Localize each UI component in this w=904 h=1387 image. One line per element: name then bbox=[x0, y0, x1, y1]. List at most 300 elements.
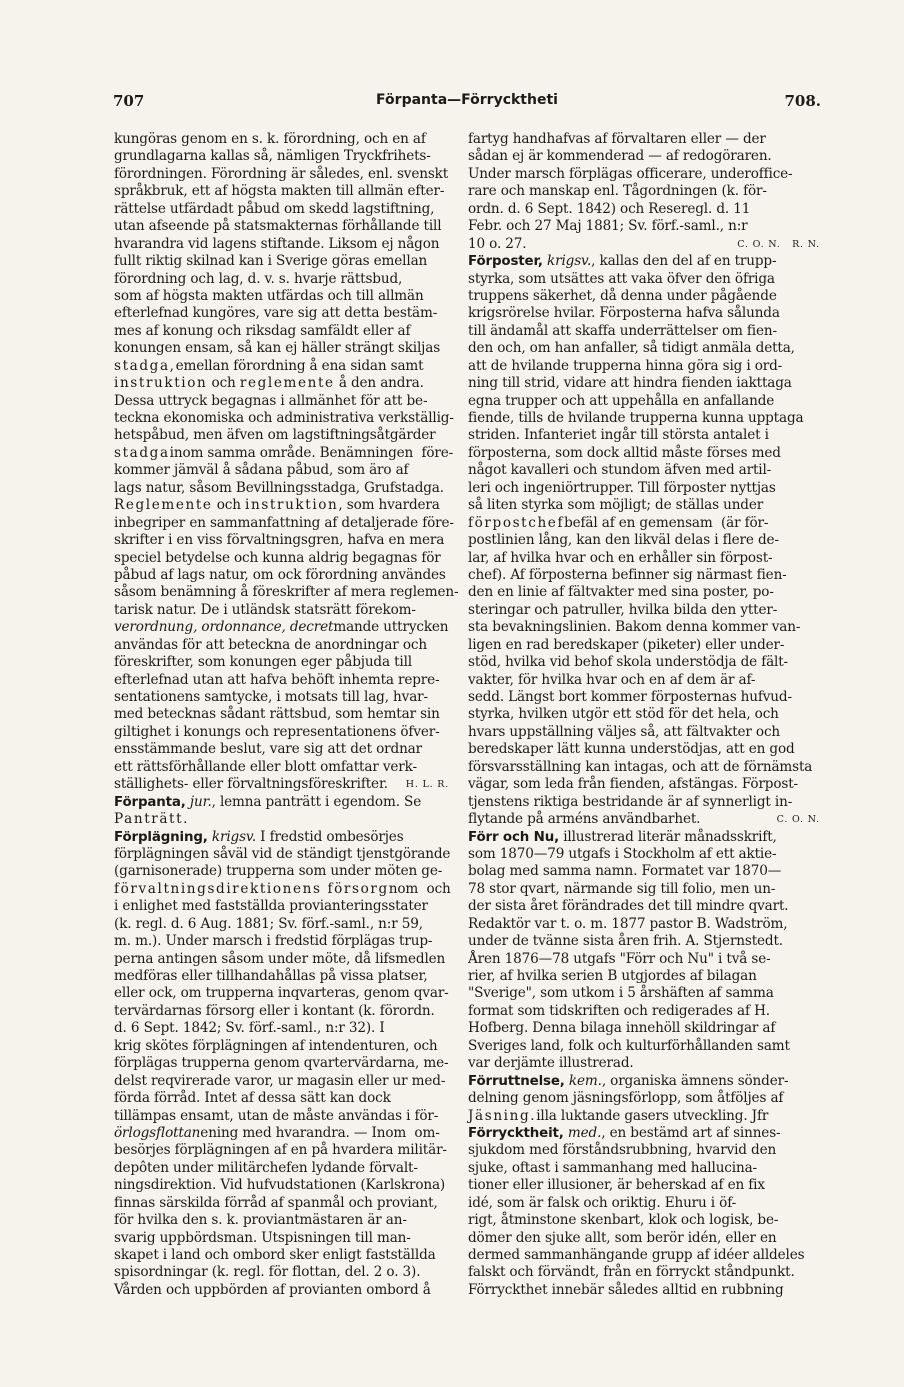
text-line bbox=[114, 1020, 449, 1037]
text: språkbruk, ett af högsta makten till allmän efter- bbox=[114, 183, 445, 200]
text: försvarsställning kan intagas, och att de förnämsta bbox=[468, 758, 813, 775]
text-line bbox=[114, 1108, 449, 1125]
text-line bbox=[468, 672, 820, 689]
text: hvarandra vid lagens stiftande. Liksom ej någon bbox=[114, 235, 440, 252]
running-title: Förpanta—Förrycktheti bbox=[376, 92, 558, 108]
text: der sista året förändrades det till mindre qvart. bbox=[468, 898, 789, 915]
text: styrka, som utsättes att vaka öfver den öfriga bbox=[468, 270, 775, 287]
text: förplägningen såväl vid de ständigt tjenstgörande bbox=[114, 845, 451, 862]
text-line bbox=[114, 1264, 449, 1281]
text-line bbox=[468, 1055, 820, 1072]
headword: Förr och Nu, bbox=[468, 829, 560, 845]
text: rare och manskap enl. Tågordningen (k. för- bbox=[468, 183, 767, 200]
text: mande uttrycken bbox=[333, 619, 453, 636]
text-line bbox=[468, 619, 820, 636]
text: något kavalleri och stundom äfven med artil- bbox=[468, 462, 772, 479]
text-line bbox=[114, 514, 454, 532]
text-line bbox=[114, 1247, 449, 1264]
text: (är för- bbox=[716, 514, 769, 531]
text-line bbox=[114, 706, 449, 723]
spaced-term: Reglemente bbox=[114, 497, 213, 514]
spaced-term: reglemente bbox=[239, 375, 335, 392]
text-line bbox=[114, 898, 449, 915]
text: emellan förordning å ena sidan samt bbox=[175, 357, 428, 374]
text: den och, om han anfaller, så tidigt anmäla detta, bbox=[468, 340, 795, 357]
text-line bbox=[468, 1125, 820, 1142]
text: idé, som är falsk och oriktig. Ehuru i öf- bbox=[468, 1194, 737, 1211]
text: utan afseende på statsmakternas förhållande till bbox=[114, 218, 442, 235]
text: m. m.). Under marsch i fredstid förplägas trup- bbox=[114, 933, 433, 950]
text: att de hvilande trupperna hinna göra sig i ord- bbox=[468, 357, 783, 374]
text-line bbox=[114, 288, 449, 305]
spaced-term: Panträtt. bbox=[114, 811, 190, 828]
headword: Förruttnelse, bbox=[468, 1073, 565, 1089]
text-line bbox=[114, 480, 449, 497]
text: dermed sammanhängande grupp af idéer alldeles bbox=[468, 1247, 805, 1263]
text: postlinien lång, kan den likväl delas i flere de- bbox=[468, 532, 779, 549]
text-line bbox=[468, 323, 820, 340]
text: användas för att beteckna de anordningar och bbox=[114, 636, 427, 653]
text: mes af konung och riksdag samfäldt eller af bbox=[114, 322, 411, 339]
text-line bbox=[468, 1230, 820, 1247]
text: leri och ingeniörtrupper. Till förposter nyttjas bbox=[468, 479, 776, 496]
text: beredskaper lätt kunna understödjas, att en god bbox=[468, 741, 795, 758]
text: med betecknas sådant rättsbud, som hemtar sin bbox=[114, 706, 440, 723]
text: fartyg handhafvas af förvaltaren eller — der bbox=[468, 131, 766, 147]
text-line bbox=[114, 166, 449, 183]
text-line bbox=[114, 131, 449, 148]
text-line bbox=[468, 898, 820, 915]
text-line bbox=[114, 933, 449, 950]
spaced-term: förpostchef bbox=[468, 514, 565, 531]
text: Dessa uttryck begagnas i allmänhet för att be- bbox=[114, 392, 428, 409]
text: (k. regl. d. 6 Aug. 1881; Sv. förf.-saml., n:r 59, bbox=[114, 915, 423, 932]
text: sta bevakningslinien. Bakom denna kommer van- bbox=[468, 619, 801, 636]
text-line bbox=[468, 881, 820, 898]
text: , som hvardera bbox=[338, 497, 440, 514]
text-line bbox=[468, 968, 820, 985]
text: inom samma område. Benämningen bbox=[169, 444, 418, 461]
text-line bbox=[114, 1142, 449, 1159]
text-line bbox=[468, 375, 820, 392]
text: hetspåbud, men äfven om lagstiftningsåtgärder bbox=[114, 427, 436, 444]
text-line bbox=[114, 759, 449, 776]
italic-term: krigsv. bbox=[207, 828, 257, 845]
text-line bbox=[468, 933, 820, 950]
text-line bbox=[114, 672, 449, 689]
text-line bbox=[114, 444, 454, 462]
text-line bbox=[468, 358, 820, 375]
text: tarisk natur. De i utländsk statsrätt förekom- bbox=[114, 601, 416, 618]
text: "Sverige", som utkom i 5 årshäften af samma bbox=[468, 985, 774, 1002]
text-line bbox=[468, 1142, 820, 1159]
text: fullt riktig skilnad kan i Sverige göras emellan bbox=[114, 253, 428, 270]
text-line bbox=[114, 829, 449, 846]
text-line bbox=[468, 985, 820, 1002]
text: giltighet i konungs och representationens öfver- bbox=[114, 723, 440, 740]
text: tjenstens riktiga bestridande är af synnerligt in- bbox=[468, 793, 793, 810]
text-line bbox=[468, 201, 820, 218]
text-line bbox=[468, 1247, 820, 1264]
text: eller ock, om trupperna inqvarteras, genom qvar- bbox=[114, 985, 449, 1002]
text-line bbox=[468, 497, 820, 514]
text-line bbox=[468, 951, 820, 968]
text-line bbox=[468, 1020, 820, 1037]
text: steringar och patruller, hvilka bilda den ytter- bbox=[468, 601, 778, 618]
text-line bbox=[114, 724, 449, 741]
text-line bbox=[468, 811, 820, 828]
text-line bbox=[114, 340, 449, 357]
text-line bbox=[468, 410, 820, 427]
text: sedd. Längst bort kommer förposternas hufvud- bbox=[468, 689, 792, 705]
text-line bbox=[468, 1038, 820, 1055]
text: Sveriges land, folk och kulturförhållanden samt bbox=[468, 1037, 790, 1054]
text-line bbox=[468, 637, 820, 654]
text-line bbox=[114, 497, 449, 514]
text: egna trupper och att uppehålla en anfallande bbox=[468, 392, 775, 409]
text-line bbox=[114, 619, 453, 636]
text-line bbox=[468, 689, 820, 706]
text-line bbox=[468, 1073, 820, 1090]
text: påbud af lags natur, om ock förordning användes bbox=[114, 566, 446, 583]
text-line bbox=[468, 131, 820, 148]
text: grundlagarna kallas så, nämligen Tryckfrihets- bbox=[114, 148, 431, 165]
text: , organiska ämnens sönder- bbox=[601, 1072, 789, 1089]
text-line bbox=[114, 218, 449, 235]
spaced-term: förvaltningsdirektionens försorg bbox=[114, 880, 389, 897]
text-line bbox=[114, 1090, 449, 1107]
text: konungen ensam, så kan ej häller strängt skiljas bbox=[114, 340, 441, 357]
text: kungöras genom en s. k. förordning, och en af bbox=[114, 131, 426, 147]
text: format som tidskriften och redigerades af H. bbox=[468, 1002, 770, 1019]
text: spisordningar (k. regl. för flottan, del. 2 o. 3). bbox=[114, 1264, 421, 1281]
author-signature: C. O. N. R. N. bbox=[737, 238, 820, 250]
text-line bbox=[468, 253, 820, 270]
text: Redaktör var t. o. m. 1877 pastor B. Wadström, bbox=[468, 915, 788, 932]
text-line bbox=[114, 654, 449, 671]
text: tervärdarnas försorg eller i kontant (k. förordn. bbox=[114, 1002, 435, 1019]
text: å den andra. bbox=[334, 375, 424, 392]
text-line bbox=[468, 1108, 820, 1125]
text: truppens säkerhet, då denna under pågående bbox=[468, 287, 777, 304]
text: lags natur, såsom Bevillningsstadga, Grufstadga. bbox=[114, 479, 444, 496]
page-number-left: 707 bbox=[113, 92, 145, 110]
text-line bbox=[114, 1073, 449, 1090]
text-line bbox=[114, 1125, 449, 1142]
text: sentationens samtycke, i motsats till lag, hvar- bbox=[114, 689, 428, 705]
text: ett rättsförhållande eller blott omfattar verk- bbox=[114, 758, 417, 775]
text: vakter, för hvilka hvar och en af dem är af- bbox=[468, 671, 756, 688]
text: dömer den sjuke allt, som berör idén, eller en bbox=[468, 1229, 777, 1246]
text-line bbox=[114, 427, 449, 444]
text: förordningen. Förordning är således, enl. svenskt bbox=[114, 165, 449, 182]
text-line bbox=[468, 794, 820, 811]
text-line bbox=[468, 741, 820, 758]
text: rättelse utfärdadt påbud om skedd lagstiftning, bbox=[114, 200, 435, 217]
text: rigt, åtminstone skenbart, klok och logisk, be- bbox=[468, 1212, 779, 1229]
text: krigsrörelse hvilar. Förposterna hafva sålunda bbox=[468, 305, 780, 322]
text-line bbox=[468, 724, 820, 741]
text: sjukdom med förståndsrubbning, hvarvid den bbox=[468, 1142, 777, 1159]
text: fiende, tills de hvilande trupperna kunna upptaga bbox=[468, 410, 804, 426]
text: förda förråd. Intet af dessa sätt kan dock bbox=[114, 1090, 391, 1107]
text: kommer jämväl å sådana påbud, som äro af bbox=[114, 462, 409, 479]
text-line bbox=[114, 201, 449, 218]
page-header bbox=[113, 92, 821, 114]
text-line bbox=[468, 1282, 820, 1299]
text-line bbox=[114, 148, 449, 165]
text: ordn. d. 6 Sept. 1842) och Reseregl. d. 11 bbox=[468, 200, 751, 217]
text-line bbox=[468, 550, 820, 567]
text-line bbox=[114, 985, 449, 1002]
text: Åren 1876—78 utgafs "Förr och Nu" i två se- bbox=[468, 950, 771, 967]
spaced-term: stadga, bbox=[114, 357, 176, 374]
spaced-term: Jäsning. bbox=[468, 1107, 537, 1124]
text-line bbox=[114, 271, 449, 288]
text-line bbox=[114, 183, 449, 200]
text-line bbox=[468, 759, 820, 776]
text-line bbox=[468, 1212, 820, 1229]
spaced-term: instruktion bbox=[245, 497, 339, 514]
text: inbegriper en sammanfattning af detaljerade före- bbox=[114, 514, 454, 531]
page-number-right: 708. bbox=[784, 92, 821, 110]
text-line bbox=[468, 602, 820, 619]
text-line bbox=[114, 881, 449, 898]
italic-term: örlogsflottan bbox=[114, 1124, 201, 1141]
text: sjuke, oftast i sammanhang med hallucina- bbox=[468, 1159, 757, 1176]
text-line bbox=[114, 776, 449, 793]
text: hvars uppställning väljes så, att fältvakter och bbox=[468, 723, 781, 740]
text: Febr. och 27 Maj 1881; Sv. förf.-saml., n:r bbox=[468, 218, 748, 235]
text-line bbox=[114, 1055, 449, 1072]
italic-term: verordnung, ordonnance, decret bbox=[114, 619, 334, 636]
text: flytande på arméns användbarhet. bbox=[468, 811, 701, 828]
text-line bbox=[468, 515, 820, 532]
text: bolag med samma namn. Formatet var 1870— bbox=[468, 863, 782, 880]
italic-term: med. bbox=[563, 1124, 602, 1141]
text-line bbox=[114, 323, 449, 340]
text-line bbox=[468, 706, 820, 723]
text: den en linie af fältvakter med sina poster, po- bbox=[468, 584, 774, 601]
text: efterlefnad utan att hafva behöft inhemta repre- bbox=[114, 671, 440, 688]
text: och bbox=[212, 497, 246, 514]
text-line bbox=[114, 393, 449, 410]
text: ensstämmande beslut, vare sig att det ordnar bbox=[114, 741, 422, 758]
text: teckna ekonomiska och administrativa verkställig- bbox=[114, 410, 454, 426]
text: medföras eller tillhandahållas på vissa platser, bbox=[114, 968, 428, 984]
text-line bbox=[114, 602, 449, 619]
headword: Förposter, bbox=[468, 254, 543, 270]
text-line bbox=[468, 183, 820, 200]
text-line bbox=[114, 567, 449, 584]
text-line bbox=[114, 741, 449, 758]
text: rier, af hvilka serien B utgjordes af bilagan bbox=[468, 968, 757, 984]
text: styrka, hvilken utgör ett stöd för det hela, och bbox=[468, 706, 779, 723]
text: under de tvänne sista åren frih. A. Stjernstedt. bbox=[468, 933, 783, 950]
text-line bbox=[468, 462, 820, 479]
text-line bbox=[468, 445, 820, 462]
text-line bbox=[114, 794, 449, 811]
text: för hvilka den s. k. proviantmästaren är an- bbox=[114, 1212, 407, 1229]
text-line bbox=[114, 410, 454, 427]
text-line bbox=[468, 305, 820, 322]
text: d. 6 Sept. 1842; Sv. förf.-saml., n:r 32). I bbox=[114, 1020, 385, 1037]
text: förordning och lag, d. v. s. hvarje rättsbud, bbox=[114, 270, 403, 287]
text-line bbox=[114, 1003, 449, 1020]
text: I fredstid ombesörjes bbox=[256, 828, 404, 845]
text: delst reqvirerade varor, ur magasin eller ur med- bbox=[114, 1072, 446, 1089]
text: skrifter i en viss förvaltningsgren, hafva en mera bbox=[114, 532, 445, 549]
text: 78 stor qvart, närmande sig till folio, men un- bbox=[468, 880, 776, 897]
text-line bbox=[468, 1177, 820, 1194]
text: till ändamål att skaffa underrättelser om fien- bbox=[468, 322, 777, 339]
text-line bbox=[468, 916, 820, 933]
text: krig skötes förplägningen af intendenturen, och bbox=[114, 1037, 438, 1054]
text: illustrerad literär månadsskrift, bbox=[559, 828, 777, 845]
text-line bbox=[468, 1160, 820, 1177]
text: ening med hvarandra. — Inom bbox=[200, 1124, 411, 1141]
text-line bbox=[468, 776, 820, 793]
text-line bbox=[114, 1177, 449, 1194]
text: i enlighet med fastställda provianteringsstater bbox=[114, 898, 428, 915]
spaced-term: stadga bbox=[114, 444, 170, 461]
italic-term: jur. bbox=[185, 793, 212, 810]
text-line bbox=[468, 236, 820, 253]
text-line bbox=[468, 393, 820, 410]
text-line bbox=[114, 550, 449, 567]
text: perna antingen såsom under möte, då lifsmedlen bbox=[114, 950, 446, 967]
text: befäl af en gemensam bbox=[564, 514, 717, 531]
headword: Förrycktheit, bbox=[468, 1125, 564, 1141]
text: och bbox=[422, 880, 451, 897]
text-line bbox=[468, 567, 820, 584]
text: falskt och förvändt, från en förryckt ståndpunkt. bbox=[468, 1264, 795, 1281]
text: sådan ej är kommenderad — af redogöraren. bbox=[468, 148, 772, 165]
text-line bbox=[114, 1282, 449, 1299]
text-line bbox=[468, 148, 820, 165]
text-line bbox=[468, 846, 820, 863]
text-line bbox=[468, 1195, 820, 1212]
text: chef). Af förposterna befinner sig närmast fien- bbox=[468, 566, 787, 583]
text: skapet i land och ombord sker enligt fastställda bbox=[114, 1247, 436, 1263]
italic-term: krigsv. bbox=[542, 253, 592, 270]
text: ligen en rad beredskaper (piketer) eller under- bbox=[468, 636, 785, 653]
text: besörjes förplägningen af en på hvardera militär- bbox=[114, 1142, 447, 1159]
text: förposterna, som dock alltid måste förses med bbox=[468, 444, 781, 461]
text-line bbox=[468, 532, 820, 549]
text-line bbox=[114, 253, 449, 270]
text: och bbox=[207, 375, 240, 392]
text-line bbox=[114, 689, 449, 706]
right-column bbox=[468, 131, 820, 1299]
text-line bbox=[468, 427, 820, 444]
text: ningsdirektion. Vid hufvudstationen (Karlskrona) bbox=[114, 1177, 446, 1194]
text-line bbox=[468, 654, 820, 671]
text-line bbox=[114, 846, 449, 863]
text: var derjämte illustrerad. bbox=[468, 1055, 634, 1072]
text-line bbox=[114, 1212, 449, 1229]
text: som af högsta makten utfärdas och till allmän bbox=[114, 287, 424, 304]
text: speciel betydelse och kunna aldrig begagnas för bbox=[114, 549, 441, 566]
text: såsom benämning å föreskrifter af mera reglemen- bbox=[114, 584, 459, 601]
text-line bbox=[114, 236, 449, 253]
text-line bbox=[114, 916, 449, 933]
text: (garnisonerade) trupperna som under möten ge- bbox=[114, 863, 443, 880]
text-line bbox=[468, 271, 820, 288]
text-line bbox=[468, 166, 820, 183]
text-line bbox=[114, 584, 459, 601]
text-line bbox=[114, 811, 449, 828]
text-line bbox=[468, 829, 820, 846]
text: stöd, hvilka vid behof skola understödja de fält- bbox=[468, 654, 788, 671]
italic-term: kem. bbox=[564, 1072, 602, 1089]
text: 10 o. 27. bbox=[468, 235, 527, 252]
text-line bbox=[114, 637, 449, 654]
headword: Förplägning, bbox=[114, 829, 208, 845]
text-line bbox=[114, 1160, 449, 1177]
text: ställighets- eller förvaltningsföreskrifter. bbox=[114, 776, 393, 793]
text-line bbox=[468, 1264, 820, 1281]
text-line bbox=[114, 1195, 449, 1212]
text: om- bbox=[410, 1124, 440, 1141]
text: lar, af hvilka hvar och en erhåller sin förpost- bbox=[468, 549, 773, 566]
text: delning genom jäsningsförlopp, som åtföljes af bbox=[468, 1090, 784, 1107]
text-line bbox=[114, 358, 449, 375]
text-line bbox=[114, 375, 449, 392]
spaced-term: instruktion bbox=[114, 375, 208, 392]
text: så liten styrka som möjligt; de ställas under bbox=[468, 497, 764, 514]
text-line bbox=[468, 863, 820, 880]
text-line bbox=[114, 462, 449, 479]
text: finnas särskilda förråd af spanmål och proviant, bbox=[114, 1194, 438, 1211]
text: , kallas den del af en trupp- bbox=[591, 253, 777, 270]
text: nom bbox=[388, 880, 423, 897]
text-line bbox=[468, 480, 820, 497]
text: efterlefnad kungöres, vare sig att detta bestäm- bbox=[114, 305, 438, 322]
text: illa luktande gasers utveckling. Jfr bbox=[536, 1107, 773, 1124]
text: förplägas trupperna genom qvartervärdarna, me- bbox=[114, 1055, 449, 1072]
text-line bbox=[468, 1003, 820, 1020]
text-line bbox=[468, 288, 820, 305]
text-line bbox=[114, 1038, 449, 1055]
text: Under marsch förplägas officerare, underoffice- bbox=[468, 165, 793, 182]
text-line bbox=[114, 863, 449, 880]
text: före- bbox=[417, 444, 454, 461]
text: , lemna panträtt i egendom. Se bbox=[211, 793, 422, 810]
text: tillämpas ensamt, utan de måste användas i för- bbox=[114, 1107, 439, 1124]
text: Hofberg. Denna bilaga innehöll skildringar af bbox=[468, 1020, 776, 1037]
text: vägar, som leda från fienden, afstängas. Förpost- bbox=[468, 776, 798, 793]
left-column bbox=[114, 131, 459, 1299]
text: striden. Infanteriet ingår till största antalet i bbox=[468, 427, 769, 444]
author-signature: H. L. R. bbox=[405, 779, 449, 791]
text: svarig uppbördsman. Utspisningen till man- bbox=[114, 1229, 411, 1246]
text-line bbox=[468, 340, 820, 357]
text: Vården och uppbörden af provianten ombord å bbox=[114, 1281, 431, 1298]
text-line bbox=[114, 305, 449, 322]
text-line bbox=[468, 584, 820, 601]
text-line bbox=[468, 1090, 820, 1107]
text-line bbox=[468, 218, 820, 235]
text: tioner eller illusioner, är beherskad af en fix bbox=[468, 1177, 765, 1194]
text-line bbox=[114, 951, 449, 968]
column-divider bbox=[457, 131, 458, 1311]
author-signature: C. O. N. bbox=[776, 814, 820, 826]
headword: Förpanta, bbox=[114, 794, 186, 810]
text: föreskrifter, som konungen eger påbjuda till bbox=[114, 654, 413, 671]
text-line bbox=[114, 968, 449, 985]
text: , en bestämd art af sinnes- bbox=[601, 1124, 781, 1141]
